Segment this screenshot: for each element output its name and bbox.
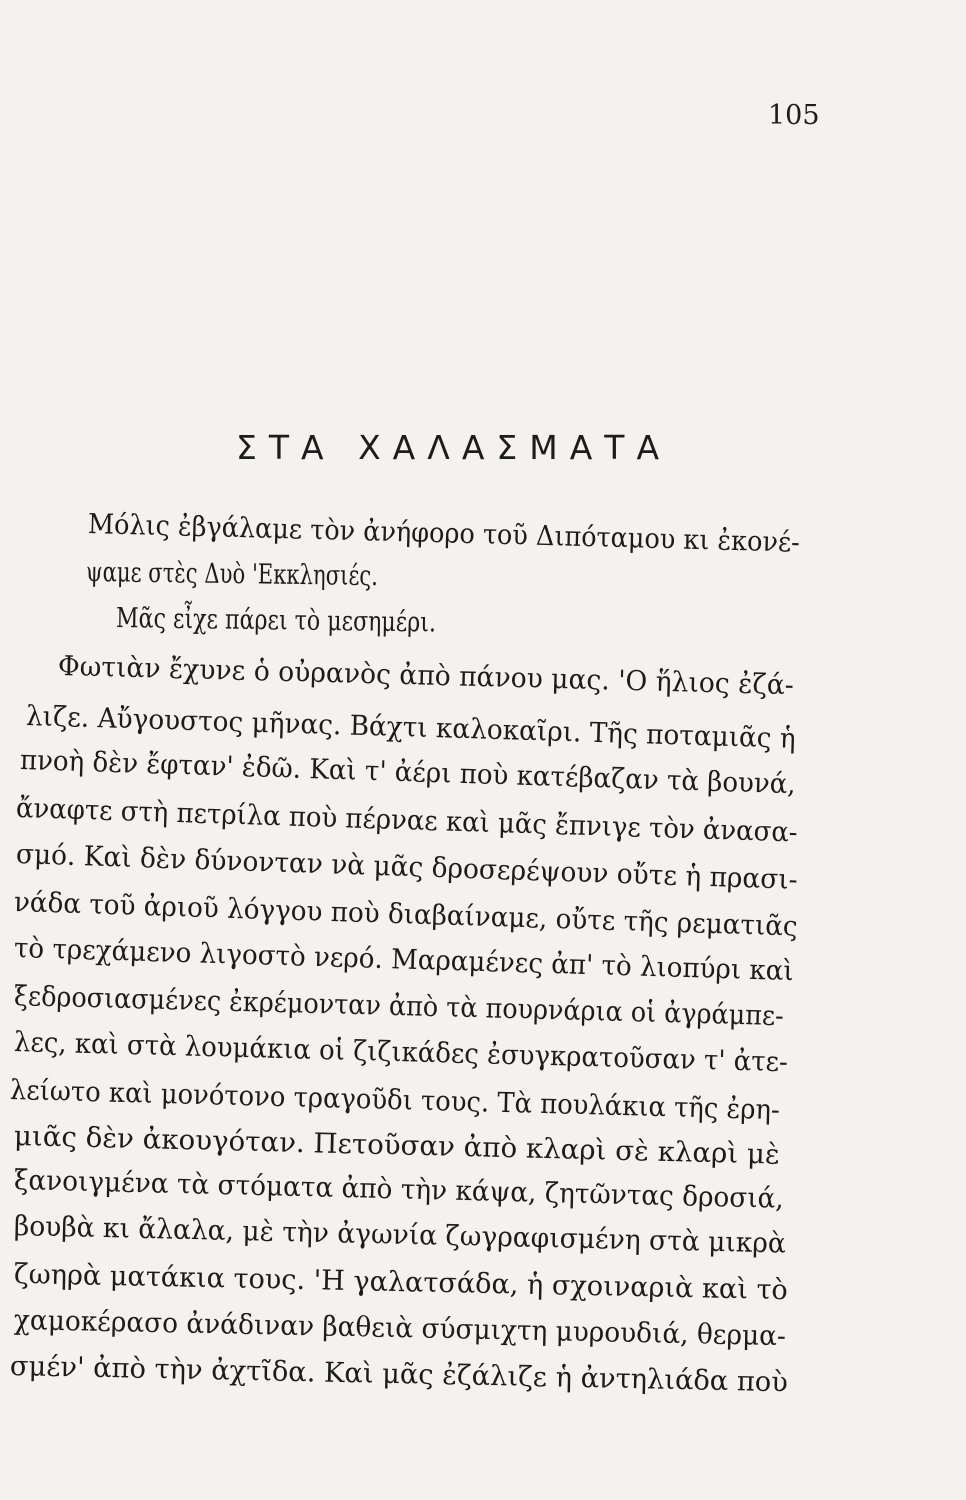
text-line: ζωηρὰ ματάκια τους. 'Η γαλατσάδα, ἡ σχοιναριὰ καὶ τὸ	[13, 1258, 789, 1307]
text-line: λείωτο καὶ μονότονο τραγοῦδι τους. Τὰ πουλάκια τῆς ἐρη-	[9, 1074, 781, 1127]
text-line: Μᾶς εἶχε πάρει τὸ μεσημέρι.	[115, 602, 437, 639]
text-line: νάδα τοῦ ἀριοῦ λόγγου ποὺ διαβαίναμε, οὔτε τῆς ρεματιᾶς	[13, 886, 799, 943]
text-line: ξεδροσιασμένες ἐκρέμονταν ἀπὸ τὰ πουρνάρια οἱ ἀγράμπε-	[13, 980, 785, 1033]
text-line: Φωτιὰν ἔχυνε ὁ οὐρανὸς ἀπὸ πάνου μας. 'Ο ἥλιος ἐζά-	[57, 650, 795, 702]
text-line: Μόλις ἐβγάλαμε τὸν ἀνήφορο τοῦ Διπόταμου κι ἐκονέ-	[87, 508, 801, 559]
text-line: σμέν' ἀπὸ τὴν ἀχτῖδα. Καὶ μᾶς ἐζάλιζε ἡ ἀντηλιάδα ποὺ	[9, 1350, 789, 1399]
text-line: λες, καὶ στὰ λουμάκια οἱ ζιζικάδες ἐσυγκρατοῦσαν τ' ἀτε-	[13, 1026, 789, 1079]
page-number: 105	[768, 100, 820, 131]
text-line: ἄναφτε στὴ πετρίλα ποὺ πέρναε καὶ μᾶς ἔπνιγε τὸν ἀνασα-	[15, 792, 799, 849]
text-line: ψαμε στὲς Δυὸ 'Εκκλησιές.	[85, 556, 379, 593]
text-line: βουβὰ κι ἄλαλα, μὲ τὴν ἀγωνία ζωγραφισμένη στὰ μικρὰ	[13, 1210, 787, 1260]
text-line: πνοὴ δὲν ἔφταν' ἐδῶ. Καὶ τ' ἀέρι ποὺ κατέβαζαν τὰ βουνά,	[19, 744, 797, 801]
text-line: χαμοκέρασο ἀνάδιναν βαθειὰ σύσμιχτη μυρουδιά, θερμα-	[13, 1304, 787, 1353]
text-line: λιζε. Αὔγουστος μῆνας. Βάχτι καλοκαῖρι. Τῆς ποταμιᾶς ἡ	[25, 700, 797, 755]
text-line: τὸ τρεχάμενο λιγοστὸ νερό. Μαραμένες ἀπ' τὸ λιοπύρι καὶ	[13, 932, 795, 988]
chapter-title: ΣΤΑ ΧΑΛΑΣΜΑΤΑ	[236, 428, 672, 467]
text-line: σμό. Καὶ δὲν δύνονταν νὰ μᾶς δροσερέψουν οὔτε ἡ πρασι-	[15, 838, 799, 896]
text-line: μιᾶς δὲν ἀκουγόταν. Πετοῦσαν ἀπὸ κλαρὶ σὲ κλαρὶ μὲ	[13, 1120, 781, 1171]
text-line: ξανοιγμένα τὰ στόματα ἀπὸ τὴν κάψα, ζητῶντας δροσιά,	[13, 1164, 785, 1215]
